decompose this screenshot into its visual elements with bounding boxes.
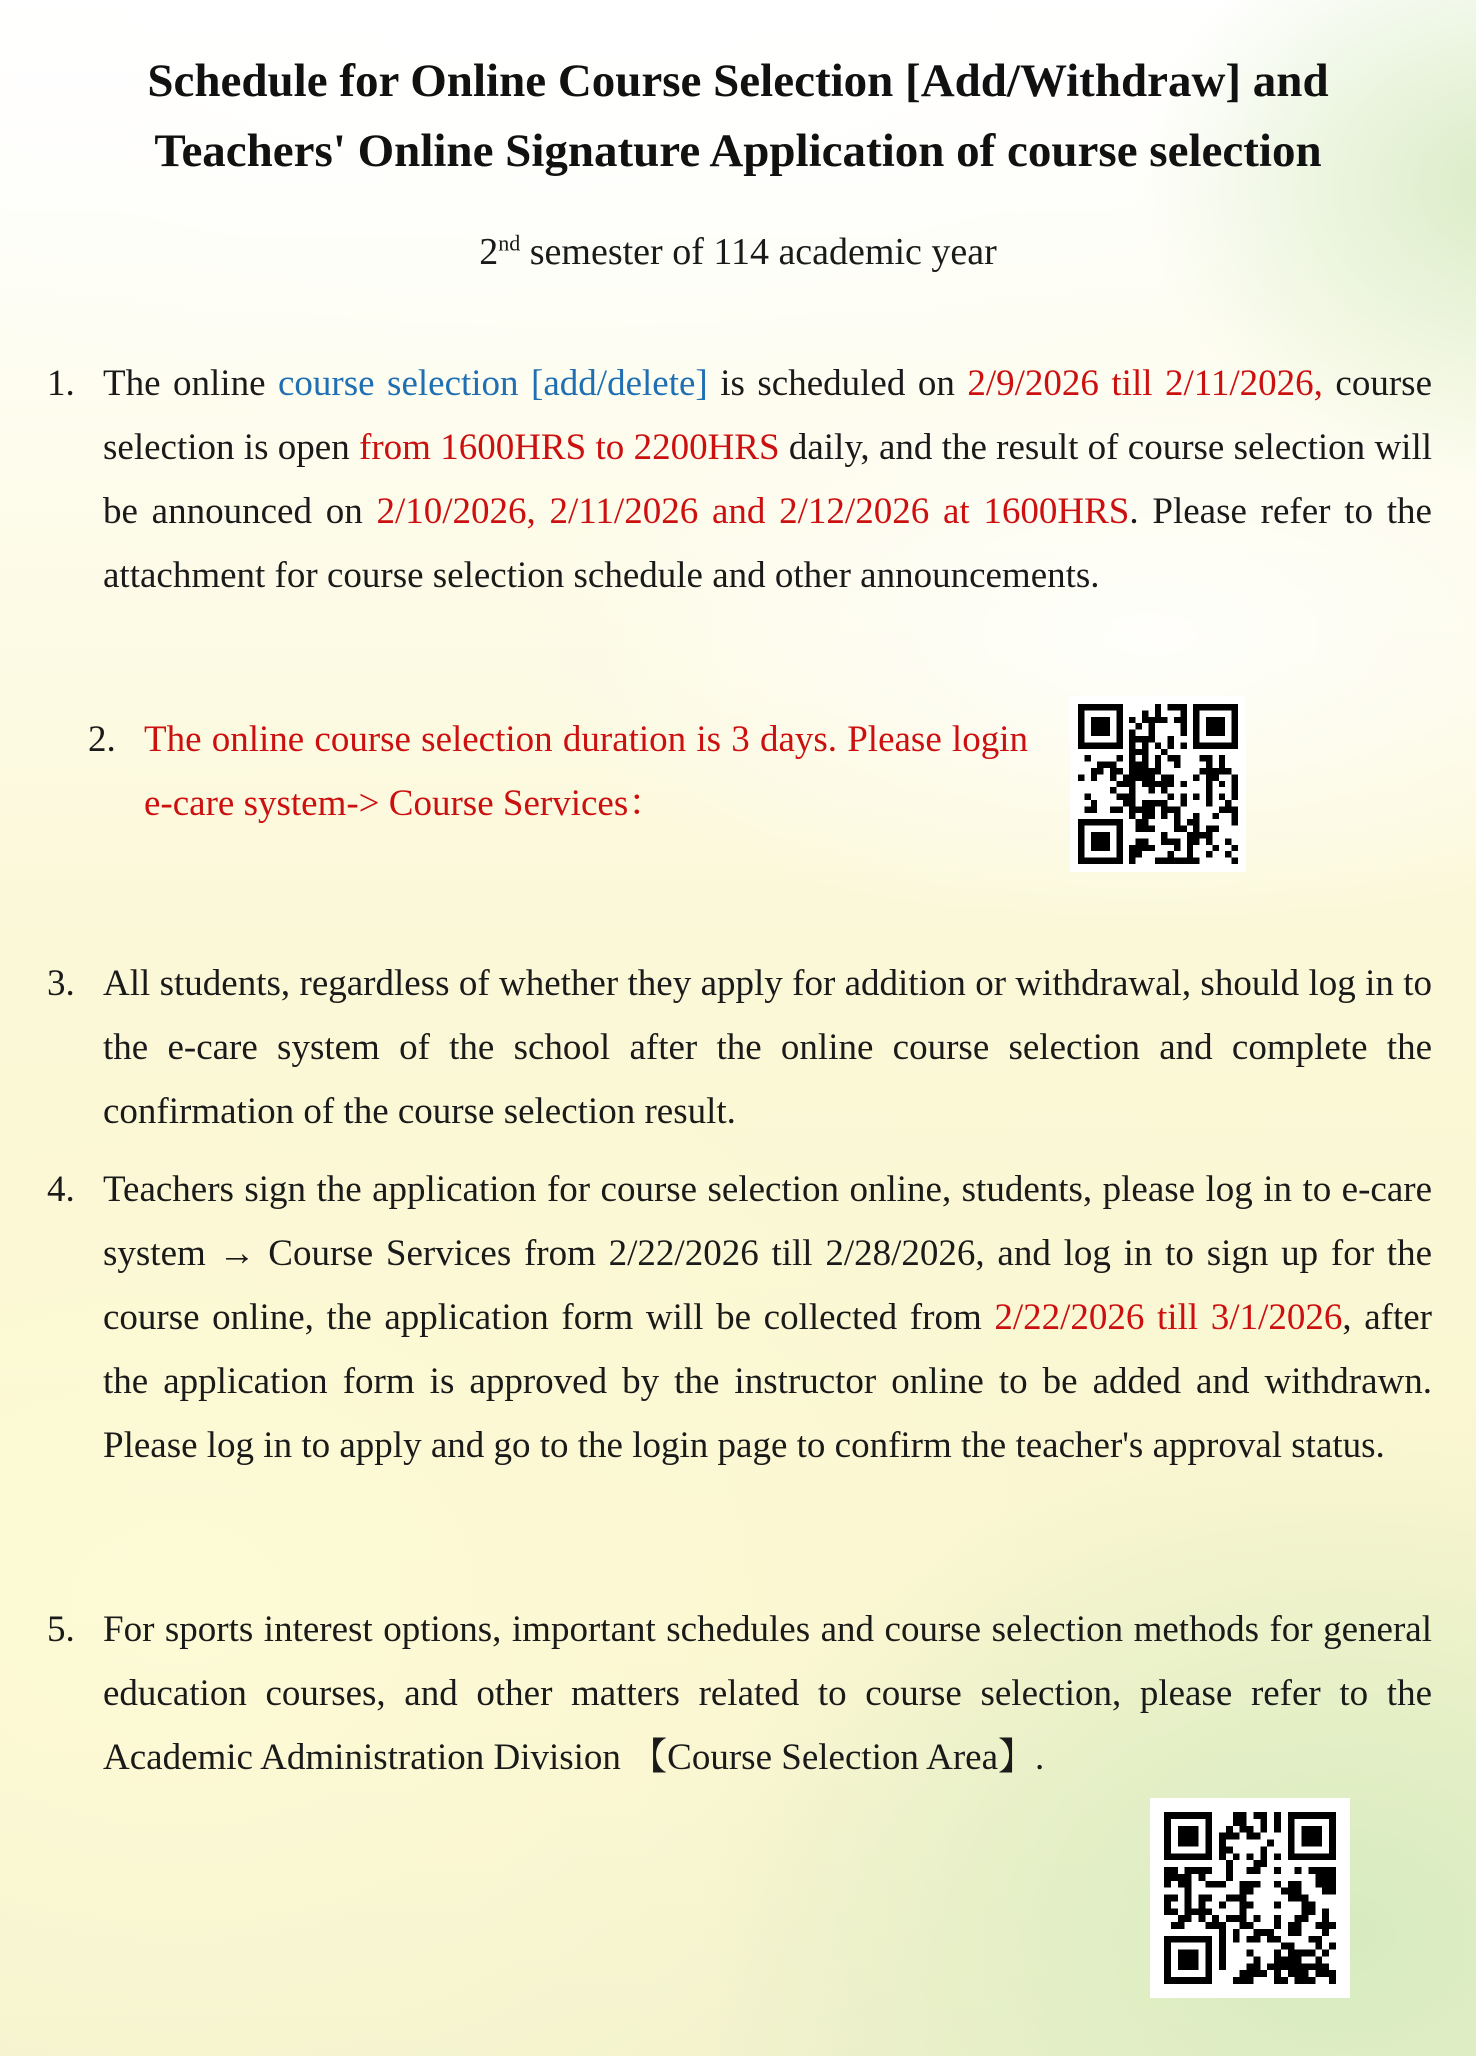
list-item-number: 3. bbox=[47, 963, 75, 1004]
list-item-text: For sports interest options, important schedules and course selection methods for general education courses, and other matters related to course selection, please refer to the Academic Administration Division 【Course Selection Area】. bbox=[103, 1609, 1432, 1778]
page-title-line2: Teachers' Online Signature Application of course selection bbox=[154, 125, 1322, 177]
list-item-number: 5. bbox=[47, 1609, 75, 1650]
list-item-number: 4. bbox=[47, 1169, 75, 1210]
list-item-2 bbox=[88, 708, 1028, 836]
list-item-1 bbox=[47, 352, 1432, 608]
page-subtitle: 2nd semester of 114 academic year bbox=[479, 230, 997, 273]
list-item-text: The online course selection [add/delete] is scheduled on 2/9/2026 till 2/11/2026, course selection is open from 1600HRS to 2200HRS daily, and the result of course selection will be announced on 2/10/2026, 2/11/2026 and 2/12/2026 at 1600HRS. Please refer to the attachment for course selection schedule and other announcements. bbox=[103, 363, 1433, 596]
list-item-number: 1. bbox=[47, 363, 75, 404]
list-item-5 bbox=[47, 1598, 1432, 1790]
list-item-3 bbox=[47, 952, 1432, 1144]
page-title-line1: Schedule for Online Course Selection [Add/Withdraw] and bbox=[147, 55, 1329, 107]
list-item-text: The online course selection duration is 3 days. Please login e-care system-> Course Services： bbox=[144, 719, 1028, 824]
list-item-text: Teachers sign the application for course selection online, students, please log in to e-care system → Course Services from 2/22/2026 till 2/28/2026, and log in to sign up for the course online, the application form will be collected from 2/22/2026 till 3/1/2026, after the application form is approved by the instructor online to be added and withdrawn. Please log in to apply and go to the login page to confirm the teacher's approval status. bbox=[103, 1169, 1432, 1466]
list-item-number: 2. bbox=[88, 719, 116, 760]
list-item-text: All students, regardless of whether they apply for addition or withdrawal, should log in to the e-care system of the school after the online course selection and complete the confirmation of the course selection result. bbox=[103, 963, 1432, 1132]
qr-code-course-services bbox=[1070, 696, 1246, 872]
qr-code-course-selection-area bbox=[1150, 1798, 1350, 1998]
list-item-4 bbox=[47, 1158, 1432, 1478]
page-title bbox=[0, 46, 1476, 186]
